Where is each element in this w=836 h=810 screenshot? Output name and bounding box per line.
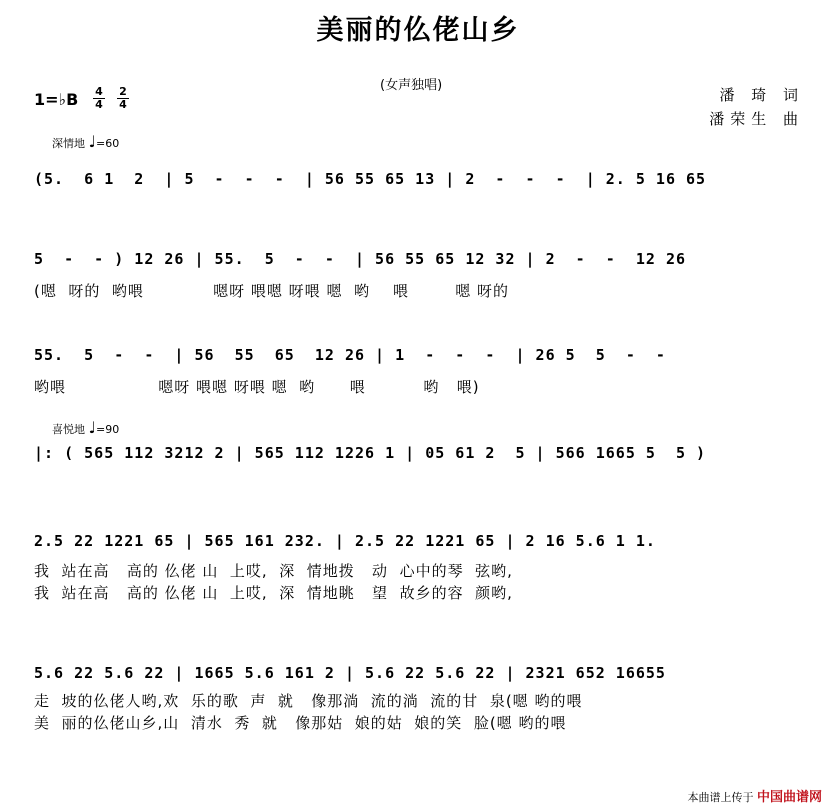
notes: |: ( 565 112 3212 2 | 565 112 1226 1 | 05 61 2 5 | 566 1665 5 5 ) — [34, 444, 707, 462]
quarter-note-icon: ♩ — [88, 132, 97, 151]
tempo-marking-2: 喜悦地 ♩=90 — [52, 418, 120, 437]
lyric-verse-1: 哟喂 嗯呀 喂嗯 呀喂 嗯 哟 喂 哟 喂) — [34, 378, 480, 396]
lyric-verse-1: (嗯 呀的 哟喂 嗯呀 喂嗯 呀喂 嗯 哟 喂 嗯 呀的 — [34, 282, 509, 300]
quarter-note-icon: ♩ — [88, 418, 97, 437]
site-logo[interactable]: 中国曲谱网 — [756, 790, 822, 805]
composer-credit: 潘荣生 曲 — [709, 110, 804, 128]
tempo-marking-1: 深情地 ♩=60 — [52, 132, 120, 151]
footer-watermark: 本曲谱上传于 中国曲谱网 — [687, 790, 822, 805]
notes: 5.6 22 5.6 22 | 1665 5.6 161 2 | 5.6 22 5.6 22 | 2321 652 16655 — [34, 664, 666, 682]
key-signature: 1=♭B — [34, 90, 79, 109]
notes: 2.5 22 1221 65 | 565 161 232. | 2.5 22 1221 65 | 2 16 5.6 1 1. — [34, 532, 656, 550]
time-signature-4-4: 4 4 — [92, 86, 106, 111]
song-title: 美丽的仫佬山乡 — [316, 15, 520, 46]
lyric-verse-1: 我 站在高 高的 仫佬 山 上哎, 深 情地拨 动 心中的琴 弦哟, — [34, 562, 513, 580]
lyric-verse-2: 我 站在高 高的 仫佬 山 上哎, 深 情地眺 望 故乡的容 颜哟, — [34, 584, 513, 602]
lyricist-credit: 潘 琦 词 — [719, 86, 804, 104]
lyric-verse-2: 美 丽的仫佬山乡,山 清水 秀 就 像那姑 娘的姑 娘的笑 脸(嗯 哟的喂 — [34, 714, 567, 732]
lyric-verse-1: 走 坡的仫佬人哟,欢 乐的歌 声 就 像那淌 流的淌 流的甘 泉(嗯 哟的喂 — [34, 692, 583, 710]
notes: (5. 6 1 2 | 5 - - - | 56 55 65 13 | 2 - - - | 2. 5 16 65 — [34, 170, 707, 188]
time-signature-2-4: 2 4 — [116, 86, 130, 111]
notes: 55. 5 - - | 56 55 65 12 26 | 1 - - - | 26 5 5 - - — [34, 346, 666, 364]
notes: 5 - - ) 12 26 | 55. 5 - - | 56 55 65 12 32 | 2 - - 12 26 — [34, 250, 686, 268]
performance-note: (女声独唱) — [380, 78, 443, 93]
